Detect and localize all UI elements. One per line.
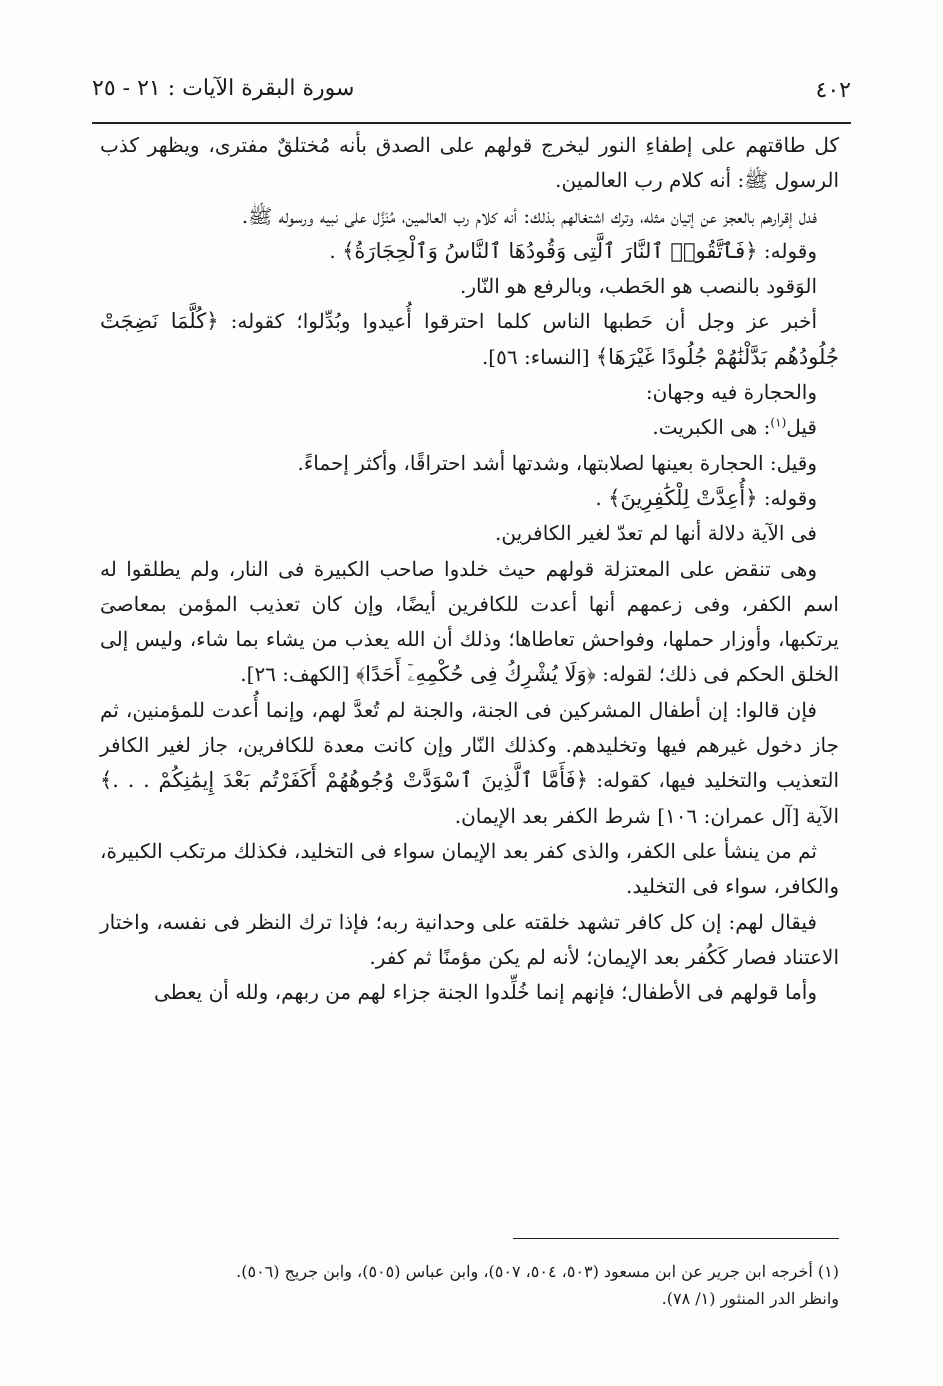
paragraph <box>100 552 839 693</box>
paragraph <box>100 375 839 410</box>
paragraph-text: فإن قالوا: إن أطفال المشركين فى الجنة، والجنة لم تُعدَّ لهم، وإنما أُعدت للمؤمنين، ثم جاز دخول غيرهم فيها وتخليدهم. وكذلك النّار وإن كانت معدة للكافرين، جاز لغير الكافر التعذيب والتخليد فيها، كقوله: <box>100 697 839 793</box>
footnote-line: (١) أخرجه ابن جرير عن ابن مسعود (٥٠٣، ٥٠٤، ٥٠٧)، وابن عباس (٥٠٥)، وابن جريج (٥٠٦). <box>236 1262 839 1281</box>
paragraph-text: وقيل: الحجارة بعينها لصلابتها، وشدتها أشد احتراقًا، وأكثر إحماءً. <box>297 450 817 475</box>
paragraph-text: فى الآية دلالة أنها لم تعدّ لغير الكافرين. <box>494 521 817 546</box>
paragraph-text: ثم من ينشأ على الكفر، والذى كفر بعد الإيمان سواء فى التخليد، فكذلك مرتكب الكبيرة، والكافر، سواء فى التخليد. <box>100 838 839 899</box>
paragraph <box>100 446 839 481</box>
footnotes <box>100 1258 839 1312</box>
paragraph <box>100 269 839 304</box>
paragraph <box>100 693 839 834</box>
paragraph-text: فدل إقرارهم بالعجز عن إتيان مثله، وترك اشتغالهم بذلك: أنه كلام رب العالمين، مُنَزَّل على نبيه ورسوله ﷺ. <box>241 203 817 228</box>
running-title: سورة البقرة الآيات : ٢١ - ٢٥ <box>92 76 355 101</box>
paragraph <box>100 834 839 905</box>
paragraph <box>100 234 839 269</box>
quran-quote: ﴿وَلَا يُشْرِكُ فِى حُكْمِهِۦٓ أَحَدًا﴾ <box>355 662 596 687</box>
paragraph-text: : هى الكبريت. <box>652 415 771 440</box>
paragraph <box>100 128 839 199</box>
paragraph <box>100 516 839 551</box>
paragraph-text: [الكهف: ٢٦]. <box>240 662 356 687</box>
paragraph-text: الوَقود بالنصب هو الحَطب، وبالرفع هو النّار. <box>460 274 817 299</box>
footnote-line: وانظر الدر المنثور (١/ ٧٨). <box>661 1289 839 1308</box>
paragraph <box>100 304 839 375</box>
paragraph <box>100 199 839 234</box>
paragraph-text: والحجارة فيه وجهان: <box>645 380 817 405</box>
paragraph-text: فيقال لهم: إن كل كافر تشهد خلقته على وحدانية ربه؛ فإذا ترك النظر فى نفسه، واختار الاعتناد فصار كَكُفر بعد الإيمان؛ لأنه لم يكن مؤمنًا ثم كفر. <box>100 909 839 969</box>
paragraph-text: كل طاقتهم على إطفاءِ النور ليخرج قولهم على الصدق بأنه مُختلقٌ مفترى، ويظهر كذب الرسول ﷺ: أنه كلام رب العالمين. <box>100 133 839 193</box>
main-text <box>100 128 839 1010</box>
quran-quote: ﴿أُعِدَّتْ لِلْكَٰفِرِينَ﴾ <box>608 485 758 510</box>
paragraph-text: الآية [آل عمران: ١٠٦] شرط الكفر بعد الإيمان. <box>454 803 839 828</box>
footnote-marker: (١) <box>770 415 787 430</box>
quran-quote: ﴿فَٱتَّقُوا۟ ٱلنَّارَ ٱلَّتِى وَقُودُهَا ٱلنَّاسُ وَٱلْحِجَارَةُ﴾ <box>342 238 758 263</box>
footnote-divider <box>513 1238 839 1239</box>
paragraph-text: وقوله: <box>757 485 817 510</box>
paragraph <box>100 410 839 445</box>
paragraph-text: وأما قولهم فى الأطفال؛ فإنهم إنما خُلِّدوا الجنة جزاء لهم من ربهم، ولله أن يعطى <box>153 980 817 1005</box>
quran-quote: ﴿فَأَمَّا ٱلَّذِينَ ٱسْوَدَّتْ وُجُوهُهُمْ أَكَفَرْتُم بَعْدَ إِيمَٰنِكُمْ . . .﴾ <box>100 768 589 793</box>
paragraph <box>100 975 839 1010</box>
paragraph-text: . <box>595 485 609 510</box>
paragraph-text: [النساء: ٥٦]. <box>481 344 596 369</box>
page-header <box>92 72 851 112</box>
paragraph-text: . <box>329 238 343 263</box>
paragraph-text: قيل <box>786 415 817 440</box>
paragraph-text: وهى تنقض على المعتزلة قولهم حيث خلدوا صاحب الكبيرة فى النار، ولم يطلقوا له اسم الكفر، وفى زعمهم أنها أعدت للكافرين أيضًا، وإن كان تعذيب المؤمن بمعاصىَ يرتكبها، وأوزار حملها، وفواحش تعاطاها؛ وذلك أن الله يعذب من يشاء بما شاء، وليس إلى الخلق الحكم فى ذلك؛ لقوله: <box>100 556 839 687</box>
page-number: ٤٠٢ <box>815 78 851 103</box>
paragraph <box>100 905 839 976</box>
header-divider <box>92 122 851 124</box>
quran-quote: ﴿كُلَّمَا نَضِجَتْ جُلُودُهُم بَدَّلْنَٰهُمْ جُلُودًا غَيْرَهَا﴾ <box>100 309 839 369</box>
paragraph-text: وقوله: <box>757 238 817 263</box>
paragraph-text: أخبر عز وجل أن حَطبها الناس كلما احترقوا أُعيدوا وبُدِّلوا؛ كقوله: <box>218 309 818 334</box>
paragraph <box>100 481 839 516</box>
